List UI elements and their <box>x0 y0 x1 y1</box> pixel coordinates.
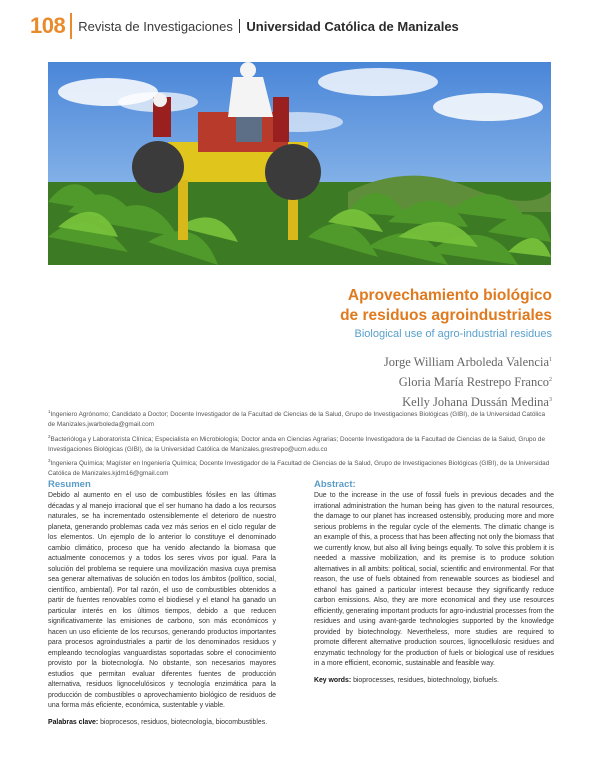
affiliation: $^1$Ingeniero Agrónomo; Candidato a Doctor; Docente Investigador de la Facultad de Ciencias de la Salud, Grupo de Investigaciones Biológicas (GIBI), de la Universidad Católica de Manizales.jwarboleda@gmail.com <box>48 409 546 429</box>
journal-name: Revista de Investigaciones <box>78 18 233 34</box>
article-title-line1: Aprovechamiento biológico <box>347 287 552 304</box>
author: Gloria María Restrepo Franco$^2$ <box>398 375 552 390</box>
author: Kelly Johana Dussán Medina$^3$ <box>402 395 552 410</box>
affiliation: $^2$Bacterióloga y Laboratorista Clínica; Especialista en Microbiología; Doctor anda en Ciencias Agrarias; Docente Investigadora de la Facultad de Ciencias de la Salud, Grupo de Investigaciones Biológicas (GIBI), de la Universidad Católica de Manizales.grestrepo@ucm.edu.co <box>48 433 546 453</box>
university-name: Universidad Católica de Manizales <box>246 18 459 34</box>
tractor-field-photo <box>48 62 551 265</box>
header-divider <box>70 13 72 39</box>
header-separator <box>239 19 241 33</box>
author: Jorge William Arboleda Valencia$^1$ <box>383 355 552 370</box>
author-list <box>384 351 552 411</box>
abstract-keywords: Key words: bioprocesses, residues, biotechnology, biofuels. <box>314 676 499 684</box>
resumen-keywords: Palabras clave: bioprocesos, residuos, biotecnología, biocombustibles. <box>48 718 268 726</box>
article-title-line2: de residuos agroindustriales <box>340 307 552 324</box>
abstract-body: Due to the increase in the use of fossil fuels in previous decades and the irrational administration the human being has given to the natural resources, the damage to our planet has increased ostensibly, producing more and more serious problems in the regular cycle of the elements. The climatic change is an example of this, a process that has been affecting not only the biomass that we currently know, but also all living beings equally. To solve this problem it is needed a massive mobilization, and its premise is to produce solution alternatives in all ambits: political, social, scientific and environmental. For that reason, the use of fuels obtained from renewable sources as biodiesel and ethanol has gained a particular interest because they significantly reduce carbon emissions. Also, they are more economical and they use resources efficiently, generating important products for agro-industrial processes from the residues and using avant-garde technologies supported by the knowledge provided by biotechnology. Nevertheless, more studies are required to promote different alternative production sources, lignocellulosic residues and enzymatic technology for the production of fuels or biological use of residues in a more efficient, economic, sustainable and feasible way. <box>314 492 554 667</box>
affiliations <box>48 407 553 481</box>
page-header <box>30 12 459 40</box>
resumen-body: Debido al aumento en el uso de combustibles fósiles en las últimas décadas y al manejo irracional que el ser humano ha dado a los recursos naturales, se ha incrementado ostensiblemente el deterioro de nuestro planeta, generando problemas cada vez más serios en el ciclo regular de los elementos. Un ejemplo de lo anterior lo constituye el denominado cambio climático, proceso que ha venido afectando la biomasa que actualmente conocemos y a todos los seres vivos por igual. Para la solución del problema se requiere una movilización masiva cuya premisa sea generar alternativas de solución en todos los ámbitos (político, social, científico, ambiental). Por tal razón, el uso de combustibles obtenidos a partir de fuentes renovables como el biodiesel y el etanol ha ganado un particular interés en los últimos tiempos, debido a que reducen significativamente las emisiones de carbono, son más económicos y hacen un uso eficiente de los recursos, generando productos importantes para procesos agroindustriales a partir de los denominados residuos y empleando tecnologías vanguardistas soportadas sobre el conocimiento provisto por la biotecnología. No obstante, son necesarios mayores estudios que permitan evaluar diferentes fuentes de producción alternativa, residuos lignocelulósicos y tecnología enzimática para la producción de combustibles o aprovechamiento biológico de residuos de una forma más eficiente, económica, sustentable y viable. <box>48 492 276 709</box>
article-subtitle: Biological use of agro-industrial residues <box>354 328 552 340</box>
tractor-field-illustration <box>48 62 551 265</box>
article-title <box>340 286 552 326</box>
resumen-heading: Resumen <box>48 479 91 490</box>
resumen-section <box>48 479 276 726</box>
affiliation: $^3$Ingeniera Química; Magíster en Ingeniería Química; Docente Investigador de la Facultad de Ciencias de la Salud, Grupo de Investigaciones Biológicas (GIBI), de la Universidad Católica de Manizales.kjdm16@gmail.com <box>48 458 550 478</box>
abstract-heading: Abstract: <box>314 479 356 490</box>
page-number: 108 <box>30 13 66 38</box>
abstract-section <box>314 479 554 684</box>
